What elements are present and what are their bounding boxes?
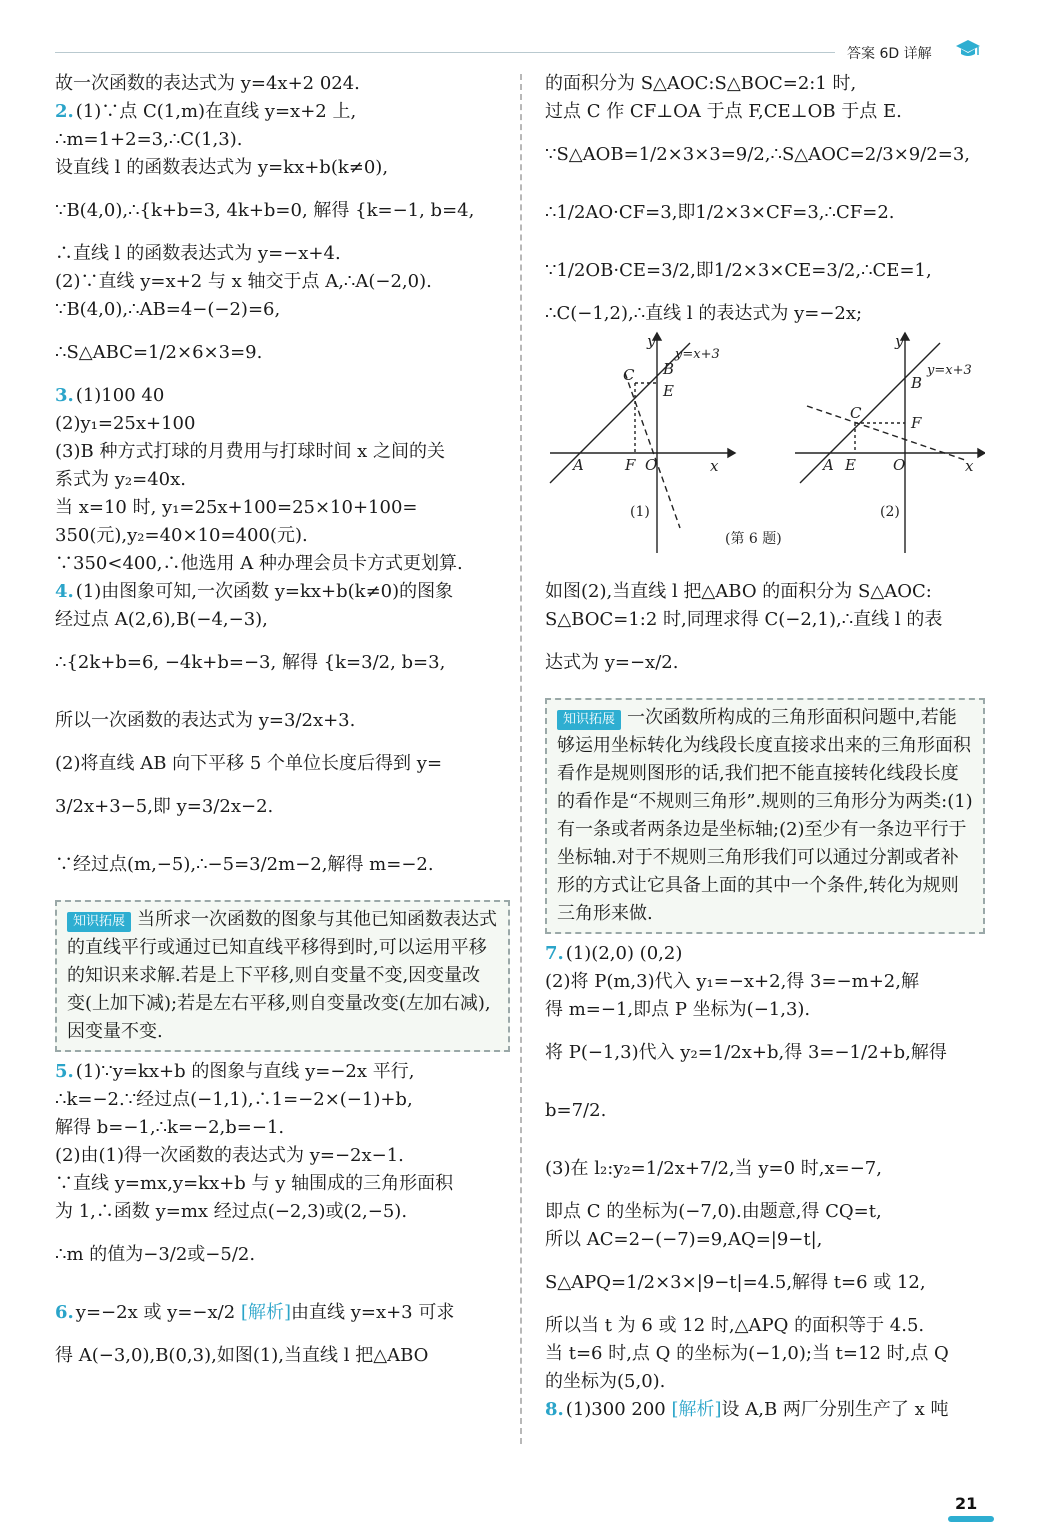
knowledge-text: 知识拓展 一次函数所构成的三角形面积问题中,若能够运用坐标转化为线段长度直接求出来的三角形面积看作是规则图形的话,我们把不能直接转化线段长度的看作是“不规则三角形”.规则的三角形分为两类:(1)有一条或者两条边是坐标轴;(2)至少有一条边平行于坐标轴.对于不规则三角形我们可以通过分割或者补形的方式让它具备上面的其中一个条件,转化为规则三角形来做. — [557, 707, 973, 924]
text-line: (2)将 P(m,3)代入 y₁=−x+2,得 3=−m+2,解 — [545, 971, 919, 992]
column-divider — [520, 74, 522, 1444]
text-line: ∴S△ABC=1/2×6×3=9. — [55, 342, 263, 363]
equation-system: ∵B(4,0),∴{k+b=3, 4k+b=0, 解得 {k=−1, b=4, — [55, 200, 475, 221]
text-line: ∵直线 y=mx,y=kx+b 与 y 轴围成的三角形面积 — [55, 1173, 454, 1194]
fig1-line-label: y=x+3 — [675, 347, 720, 362]
text-line: 当 t=6 时,点 Q 的坐标为(−1,0);当 t=12 时,点 Q — [545, 1343, 949, 1364]
question-number: 3. — [55, 385, 74, 406]
text-line: 即点 C 的坐标为(−7,0).由题意,得 CQ=t, — [545, 1201, 882, 1222]
fig2-point-o: O — [893, 456, 906, 474]
text-line: 2. (1)∵点 C(1,m)在直线 y=x+2 上, — [55, 101, 357, 122]
text-line: S△BOC=1:2 时,同理求得 C(−2,1),∴直线 l 的表 — [545, 609, 943, 630]
fig1-point-a: A — [573, 456, 584, 474]
analysis-label: [解析] — [671, 1399, 722, 1420]
text-line: 所以一次函数的表达式为 y=3/2x+3. — [55, 710, 356, 731]
text-line: 解得 b=−1,∴k=−2,b=−1. — [55, 1117, 285, 1138]
text-line: 系式为 y₂=40x. — [55, 469, 186, 490]
line-y-x-plus-3 — [800, 343, 940, 483]
text-line: 为 1,∴函数 y=mx 经过点(−2,3)或(2,−5). — [55, 1201, 408, 1222]
text-line: 7. (1)(2,0) (0,2) — [545, 943, 683, 964]
fig1-caption: (1) — [630, 504, 650, 520]
text-line: 当 x=10 时, y₁=25x+100=25×10+100= — [55, 497, 418, 518]
text-line: 达式为 y=−x/2. — [545, 652, 679, 673]
question-number: 6. — [55, 1302, 74, 1323]
text-line: ∴1/2AO·CF=3,即1/2×3×CF=3,∴CF=2. — [545, 202, 895, 223]
text-line: ∴m 的值为−3/2或−5/2. — [55, 1244, 256, 1265]
text-line: ∵350<400,∴他选用 A 种办理会员卡方式更划算. — [55, 553, 463, 574]
coordinate-figures — [545, 328, 985, 578]
text-line: 6. y=−2x 或 y=−x/2 [解析]由直线 y=x+3 可求 — [55, 1302, 455, 1323]
knowledge-text: 知识拓展 当所求一次函数的图象与其他已知函数表达式的直线平行或通过已知直线平移得到时,可以运用平移的知识来求解.若是上下平移,则自变量不变,因变量改变(上加下减);若是左右平移,则自变量改变(左加右减),因变量不变. — [67, 909, 498, 1042]
text-line: 过点 C 作 CF⊥OA 于点 F,CE⊥OB 于点 E. — [545, 101, 902, 122]
text-line: ∴k=−2.∵经过点(−1,1),∴1=−2×(−1)+b, — [55, 1089, 413, 1110]
fig2-point-b: B — [911, 374, 923, 392]
graduation-cap-icon — [955, 38, 981, 60]
fig2-point-a: A — [823, 456, 834, 474]
fig2-point-f: F — [911, 414, 922, 432]
text-line: 3. (1)100 40 — [55, 385, 165, 406]
fig1-point-e: E — [663, 382, 674, 400]
question-number: 5. — [55, 1061, 74, 1082]
text-line: 4. (1)由图象可知,一次函数 y=kx+b(k≠0)的图象 — [55, 581, 454, 602]
text-line: ∴C(−1,2),∴直线 l 的表达式为 y=−2x; — [545, 303, 863, 324]
page-header — [55, 44, 985, 62]
text-line: b=7/2. — [545, 1100, 607, 1121]
fig2-point-e: E — [845, 456, 856, 474]
text-line: (3)B 种方式打球的月费用与打球时间 x 之间的关 — [55, 441, 446, 462]
question-number: 4. — [55, 581, 74, 602]
figure-caption: (第 6 题) — [725, 531, 782, 547]
text-line: 所以 AC=2−(−7)=9,AQ=|9−t|, — [545, 1229, 823, 1250]
text-line: 的面积分为 S△AOC:S△BOC=2:1 时, — [545, 73, 857, 94]
text-line: 故一次函数的表达式为 y=4x+2 024. — [55, 73, 360, 94]
figure-1 — [550, 333, 735, 553]
text-line: 的坐标为(5,0). — [545, 1371, 666, 1392]
fig1-point-f: F — [625, 456, 636, 474]
text-line: (2)∵直线 y=x+2 与 x 轴交于点 A,∴A(−2,0). — [55, 271, 432, 292]
right-column — [545, 70, 985, 1424]
text-line: (2)将直线 AB 向下平移 5 个单位长度后得到 y= — [55, 753, 443, 774]
analysis-label: [解析] — [240, 1302, 291, 1323]
fig2-line-label: y=x+3 — [927, 363, 972, 378]
fig1-point-o: O — [645, 456, 658, 474]
text-line: 如图(2),当直线 l 把△ABO 的面积分为 S△AOC: — [545, 581, 932, 602]
text-line: 将 P(−1,3)代入 y₂=1/2x+b,得 3=−1/2+b,解得 — [545, 1042, 947, 1063]
page-number: 21 — [955, 1494, 978, 1513]
fig1-point-b: B — [663, 360, 675, 378]
fig2-caption: (2) — [880, 504, 900, 520]
left-column — [55, 70, 510, 1370]
fig2-point-c: C — [850, 404, 862, 422]
knowledge-tag: 知识拓展 — [557, 710, 621, 730]
equation-system: ∴{2k+b=6, −4k+b=−3, 解得 {k=3/2, b=3, — [55, 652, 446, 673]
fig1-y-label: y — [647, 332, 656, 350]
text-line: 所以当 t 为 6 或 12 时,△APQ 的面积等于 4.5. — [545, 1315, 925, 1336]
question-number: 2. — [55, 101, 74, 122]
question-number: 8. — [545, 1399, 564, 1420]
x-arrow — [728, 449, 735, 457]
text-line: 350(元),y₂=40×10=400(元). — [55, 525, 308, 546]
text-line: (2)由(1)得一次函数的表达式为 y=−2x−1. — [55, 1145, 404, 1166]
fig2-x-label: x — [965, 457, 974, 475]
text-line: ∴m=1+2=3,∴C(1,3). — [55, 129, 243, 150]
fig1-x-label: x — [710, 457, 719, 475]
text-line: 设直线 l 的函数表达式为 y=kx+b(k≠0), — [55, 157, 389, 178]
text-line: (2)y₁=25x+100 — [55, 413, 196, 434]
text-line: 经过点 A(2,6),B(−4,−3), — [55, 609, 268, 630]
knowledge-box — [55, 900, 510, 1052]
text-line: 得 m=−1,即点 P 坐标为(−1,3). — [545, 999, 811, 1020]
knowledge-tag: 知识拓展 — [67, 912, 131, 932]
text-line: 得 A(−3,0),B(0,3),如图(1),当直线 l 把△ABO — [55, 1345, 429, 1366]
header-label: 答案 6D 详解 — [847, 46, 932, 62]
text-line: S△APQ=1/2×3×|9−t|=4.5,解得 t=6 或 12, — [545, 1272, 926, 1293]
page-number-bar — [948, 1516, 994, 1522]
text-line: ∴直线 l 的函数表达式为 y=−x+4. — [55, 243, 341, 264]
text-line: ∵经过点(m,−5),∴−5=3/2m−2,解得 m=−2. — [55, 854, 434, 875]
fig1-point-c: C — [623, 366, 635, 384]
x-arrow — [978, 449, 985, 457]
text-line: 8. (1)300 200 [解析]设 A,B 两厂分别生产了 x 吨 — [545, 1399, 949, 1420]
fig2-y-label: y — [895, 332, 904, 350]
text-line: (3)在 l₂:y₂=1/2x+7/2,当 y=0 时,x=−7, — [545, 1158, 882, 1179]
text-line: ∵S△AOB=1/2×3×3=9/2,∴S△AOC=2/3×9/2=3, — [545, 144, 971, 165]
question-number: 7. — [545, 943, 564, 964]
text-line: ∵B(4,0),∴AB=4−(−2)=6, — [55, 299, 281, 320]
text-line: ∵1/2OB·CE=3/2,即1/2×3×CE=3/2,∴CE=1, — [545, 260, 932, 281]
text-line: 3/2x+3−5,即 y=3/2x−2. — [55, 796, 274, 817]
figure-area — [545, 328, 985, 578]
header-rule — [55, 52, 835, 53]
knowledge-box — [545, 698, 985, 934]
text-line: 5. (1)∵y=kx+b 的图象与直线 y=−2x 平行, — [55, 1061, 415, 1082]
